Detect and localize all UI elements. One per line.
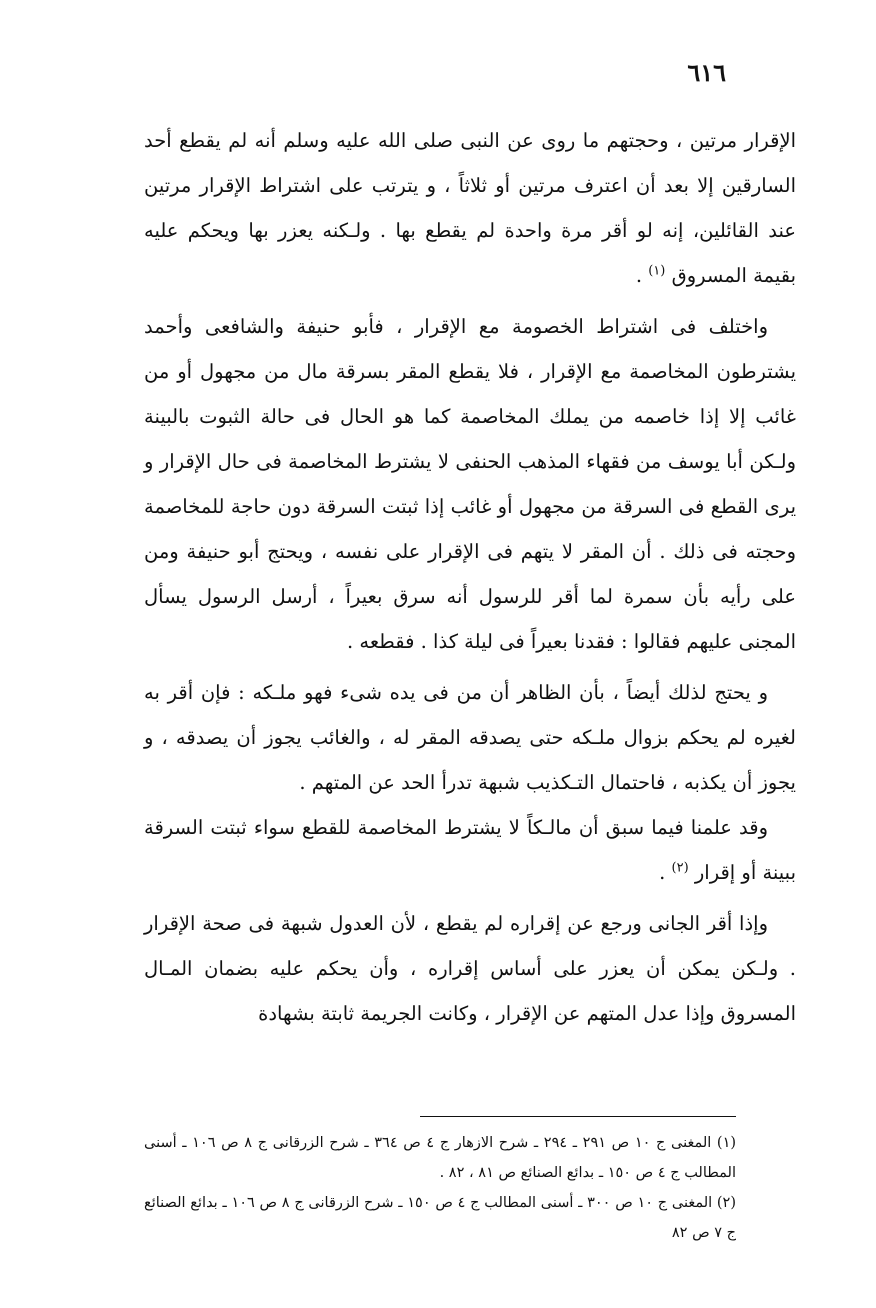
paragraph-5: وإذا أقر الجانى ورجع عن إقراره لم يقطع ، لأن العدول شبهة فى صحة الإقرار . ولـكن يمكن أن يعزر على أساس إقراره ، وأن يحكم عليه بضمان المـال المسروق وإذا عدل المتهم عن الإقرار ، وكانت الجريمة ثابتة بشهادة: [144, 912, 796, 1025]
paragraph-3: و يحتج لذلك أيضاً ، بأن الظاهر أن من فى يده شىء فهو ملـكه : فإن أقر به لغيره لم يحكم بزوال ملـكه حتى يصدقه المقر له ، والغائب يجوز أن يصدقه ، و يجوز أن يكذبه ، فاحتمال التـكذيب شبهة تدرأ الحد عن المتهم .: [144, 681, 796, 794]
footnote-divider: [420, 1116, 736, 1117]
footnote-1: (١) المغنى ج ١٠ ص ٢٩١ ـ ٢٩٤ ـ شرح الازهار ج ٤ ص ٣٦٤ ـ شرح الزرقانى ج ٨ ص ١٠٦ ـ أسنى المطالب ج ٤ ص ١٥٠ ـ بدائع الصنائع ص ٨١ ، ٨٢ .: [144, 1135, 737, 1181]
paragraph-1-text: الإقرار مرتين ، وحجتهم ما روى عن النبى صلى الله عليه وسلم أنه لم يقطع أحد السارقين إلا بعد أن اعترف مرتين أو ثلاثاً ، و يترتب على اشتراط الإقرار مرتين عند القائلين، إنه لو أقر مرة واحدة لم يقطع بها . ولـكنه يعزر بها ويحكم عليه بقيمة المسروق: [144, 129, 796, 287]
paragraph-4: وقد علمنا فيما سبق أن مالـكاً لا يشترط المخاصمة للقطع سواء ثبتت السرقة ببينة أو إقرار $^{(٢)}$ .: [144, 816, 796, 884]
main-text: [144, 118, 796, 1042]
footnote-ref-1: (١): [648, 263, 666, 279]
paragraph-4-text: وقد علمنا فيما سبق أن مالـكاً لا يشترط المخاصمة للقطع سواء ثبتت السرقة ببينة أو إقرار: [144, 816, 796, 884]
page-number: ٦١٦: [687, 58, 726, 87]
footnote-ref-2: (٢): [671, 860, 689, 876]
paragraph-2: واختلف فى اشتراط الخصومة مع الإقرار ، فأبو حنيفة والشافعى وأحمد يشترطون المخاصمة مع الإقرار ، فلا يقطع المقر بسرقة مال من مجهول أو من غائب إلا إذا خاصمه من يملك المخاصمة كما هو الحال فى حالة الثبوت بالبينة ولـكن أبا يوسف من فقهاء المذهب الحنفى لا يشترط المخاصمة فى حال الإقرار و يرى القطع فى السرقة من مجهول أو غائب إذا ثبتت السرقة دون حاجة للمخاصمة وحجته فى ذلك . أن المقر لا يتهم فى الإقرار على نفسه ، ويحتج أبو حنيفة ومن على رأيه بأن سمرة لما أقر للرسول أنه سرق بعيراً ، أرسل الرسول يسأل المجنى عليهم فقالوا : فقدنا بعيراً فى ليلة كذا . فقطعه .: [144, 315, 796, 653]
footnote-2: (٢) المغنى ج ١٠ ص ٣٠٠ ـ أسنى المطالب ج ٤ ص ١٥٠ ـ شرح الزرقانى ج ٨ ص ١٠٦ ـ بدائع الصنائع ج ٧ ص ٨٢: [144, 1195, 736, 1241]
paragraph-1: الإقرار مرتين ، وحجتهم ما روى عن النبى صلى الله عليه وسلم أنه لم يقطع أحد السارقين إلا بعد أن اعترف مرتين أو ثلاثاً ، و يترتب على اشتراط الإقرار مرتين عند القائلين، إنه لو أقر مرة واحدة لم يقطع بها . ولـكنه يعزر بها ويحكم عليه بقيمة المسروق $^{(١)}$ .: [144, 129, 796, 287]
footnotes: [144, 1128, 736, 1248]
